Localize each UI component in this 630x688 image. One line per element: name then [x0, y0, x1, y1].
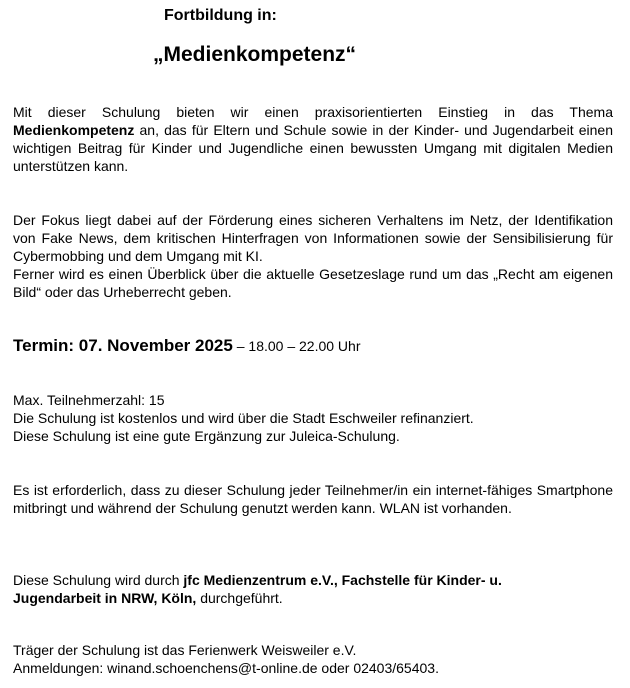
- info-block: [13, 391, 613, 445]
- provider-paragraph: [13, 571, 553, 607]
- focus-paragraph: [13, 211, 613, 301]
- heading-fortbildung: Fortbildung in:: [164, 7, 277, 24]
- provider-name: jfc Medienzentrum e.V., Fachstelle für Kinder- u. Jugendarbeit in NRW, Köln,: [13, 572, 502, 606]
- heading-medienkompetenz: „Medienkompetenz“: [153, 43, 357, 66]
- intro-text-part2: an, das für Eltern und Schule sowie in der Kinder- und Jugendarbeit einen wichtigen Beitrag für Kinder und Jugendliche einen bewussten Umgang mit digitalen Medien unterstützen kann.: [13, 122, 613, 174]
- organizer-info: Träger der Schulung ist das Ferienwerk Weisweiler e.V.: [13, 642, 357, 658]
- event-date: [13, 336, 361, 356]
- focus-text-2: Ferner wird es einen Überblick über die aktuelle Gesetzeslage rund um das „Recht am eigenen Bild“ oder das Urheberrecht geben.: [13, 266, 613, 300]
- intro-text-part1: Mit dieser Schulung bieten wir einen praxisorientierten Einstieg in das Thema: [13, 104, 613, 120]
- event-time: – 18.00 – 22.00 Uhr: [232, 338, 361, 354]
- max-participants: Max. Teilnehmerzahl: 15: [13, 392, 165, 408]
- juleica-info: Diese Schulung ist eine gute Ergänzung zur Juleica-Schulung.: [13, 428, 400, 444]
- requirement-paragraph: Es ist erforderlich, dass zu dieser Schulung jeder Teilnehmer/in ein internet-fähiges Smartphone mitbringt und während der Schulung genutzt werden kann. WLAN ist vorhanden.: [13, 482, 613, 516]
- provider-suffix: durchgeführt.: [196, 590, 283, 606]
- registration-contact: Anmeldungen: winand.schoenchens@t-online.de oder 02403/65403.: [13, 660, 439, 676]
- intro-paragraph: [13, 103, 613, 175]
- focus-text-1: Der Fokus liegt dabei auf der Förderung eines sicheren Verhaltens im Netz, der Identifikation von Fake News, dem kritischen Hinterfragen von Informationen sowie der Sensibilisierung für Cybermobbing und dem Umgang mit KI.: [13, 212, 613, 264]
- contact-block: [13, 641, 613, 677]
- provider-prefix: Diese Schulung wird durch: [13, 572, 184, 588]
- cost-info: Die Schulung ist kostenlos und wird über die Stadt Eschweiler refinanziert.: [13, 410, 474, 426]
- event-date-label: Termin: 07. November 2025: [13, 336, 233, 355]
- intro-bold-term: Medienkompetenz: [13, 122, 135, 138]
